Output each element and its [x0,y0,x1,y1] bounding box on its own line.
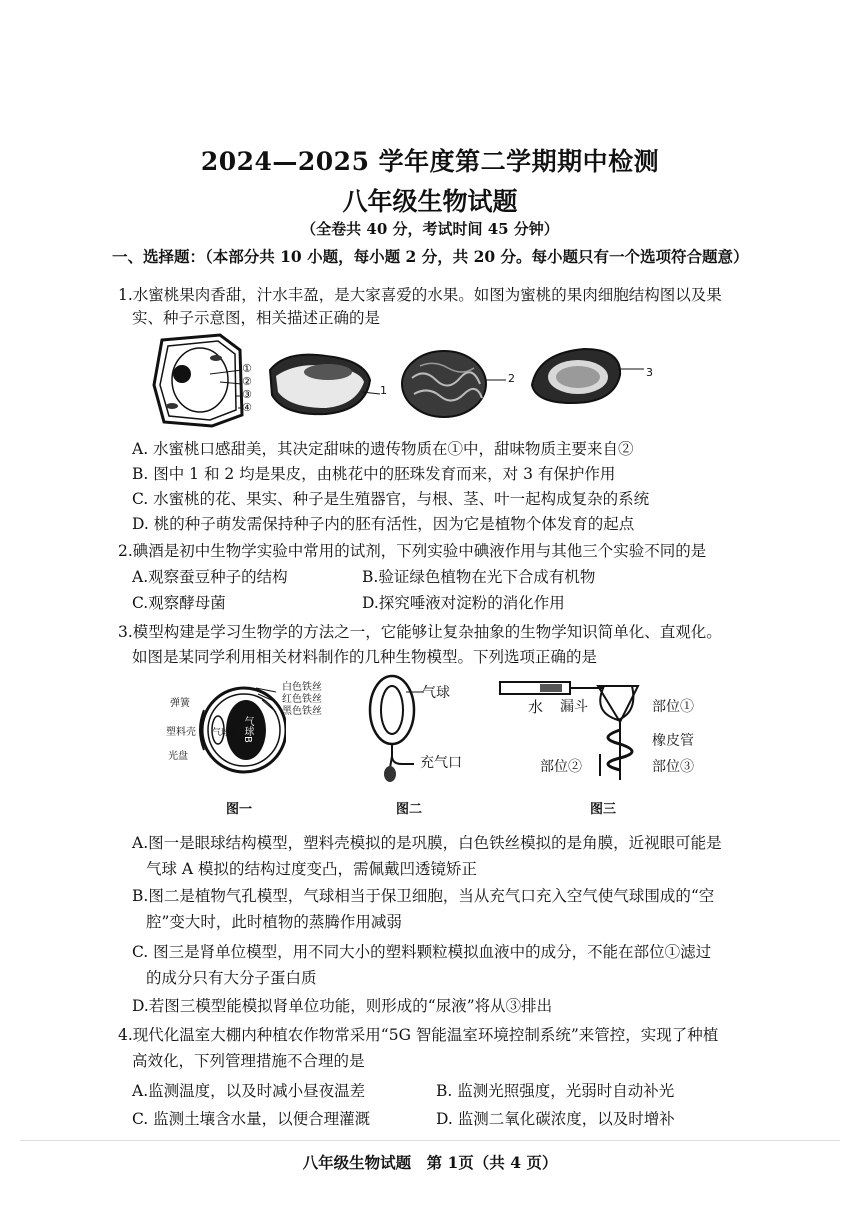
q4-option-b: B. 监测光照强度，光弱时自动补光 [436,1082,675,1100]
fig1-label-balloon-b: 气球B [242,716,253,743]
q1-figure-fruit [266,350,381,420]
cell-label-1: ① [242,362,252,375]
exam-title: 2024—2025 学年度第二学期期中检测 [200,147,660,176]
q3-option-c-line1: C. 图三是肾单位模型，用不同大小的塑料颗粒模拟血液中的成分，不能在部位①滤过 [132,943,712,961]
q2-option-a: A.观察蚕豆种子的结构 [132,568,288,586]
fig1-label-white-wire: 白色铁丝 [282,682,322,693]
q1-option-a: A. 水蜜桃口感甜美，其决定甜味的遗传物质在①中，甜味物质主要来自② [132,440,634,458]
fig3-label-tube: 橡皮管 [652,733,694,749]
fig1-label-shell: 塑料壳 [166,727,196,738]
q3-stem-line1: 3.模型构建是学习生物学的方法之一，它能够让复杂抽象的生物学知识简单化、直观化。 [118,623,722,641]
fig1-label-red-wire: 红色铁丝 [282,694,322,705]
q2-option-b: B.验证绿色植物在光下合成有机物 [362,568,596,586]
cell-label-2: ② [242,375,252,388]
q3-option-b-line1: B.图二是植物气孔模型，气球相当于保卫细胞，当从充气口充入空气使气球围成的“空 [132,887,715,905]
fig1-label-black-wire: 黑色铁丝 [282,706,322,717]
q1-option-b: B. 图中 1 和 2 均是果皮，由桃花中的胚珠发育而来，对 3 有保护作用 [132,465,616,483]
q3-option-a-line1: A.图一是眼球结构模型，塑料壳模拟的是巩膜，白色铁丝模拟的是角膜，近视眼可能是 [132,834,722,852]
section-heading: 一、选择题：（本部分共 10 小题，每小题 2 分，共 20 分。每小题只有一个选项符合题意） [112,247,749,266]
q3-option-a-line2: 气球 A 模拟的结构过度变凸，需佩戴凹透镜矫正 [146,860,478,878]
q1-option-d: D. 桃的种子萌发需保持种子内的胚有活性，因为它是植物个体发育的起点 [132,515,635,533]
q1-option-c: C. 水蜜桃的花、果实、种子是生殖器官，与根、茎、叶一起构成复杂的系统 [132,490,650,508]
cell-label-4: ④ [242,401,252,414]
fig2-label-inlet: 充气口 [420,755,462,771]
exam-note: （全卷共 40 分，考试时间 45 分钟） [301,220,559,238]
footer-divider [20,1140,840,1141]
fig1-caption: 图一 [226,802,253,817]
pit-label-2: 2 [508,372,515,385]
fig2-label-balloon: 气球 [422,685,450,701]
fig3-label-part3: 部位③ [652,759,694,775]
fig1-label-spring: 弹簧 [170,698,190,709]
page-footer: 八年级生物试题 第 1页（共 4 页） [302,1153,558,1172]
q2-option-c: C.观察酵母菌 [132,594,226,612]
q4-stem-line1: 4.现代化温室大棚内种植农作物常采用“5G 智能温室环境控制系统”来管控，实现了种植 [118,1026,719,1044]
seed-label-3: 3 [646,366,653,379]
fruit-label-1: 1 [380,384,387,397]
fig1-label-balloon-a: 气球A [212,728,237,738]
q4-option-c: C. 监测土壤含水量，以便合理灌溉 [132,1110,371,1128]
exam-subtitle: 八年级生物试题 [342,187,518,216]
cell-label-3: ③ [242,388,252,401]
q3-option-b-line2: 腔”变大时，此时植物的蒸腾作用减弱 [146,913,402,931]
q3-option-d: D.若图三模型能模拟肾单位功能，则形成的“尿液”将从③排出 [132,997,553,1015]
q2-option-d: D.探究唾液对淀粉的消化作用 [362,594,565,612]
fig3-label-part1: 部位① [652,699,694,715]
q3-option-c-line2: 的成分只有大分子蛋白质 [146,969,317,987]
q4-option-a: A.监测温度，以及时减小昼夜温差 [132,1082,366,1100]
fig1-label-disc: 光盘 [168,751,188,762]
fig3-label-water: 水 [528,698,544,716]
fig3-caption: 图三 [590,802,617,817]
q1-figure-pit [400,348,510,420]
fig3-label-funnel: 漏斗 [560,699,588,715]
fig2-caption: 图二 [396,802,423,817]
q1-figure-seed [528,345,646,407]
q4-stem-line2: 高效化，下列管理措施不合理的是 [132,1052,365,1070]
fig3-label-part2: 部位② [540,759,582,775]
q2-stem: 2.碘酒是初中生物学实验中常用的试剂，下列实验中碘液作用与其他三个实验不同的是 [118,542,707,560]
q1-stem-line2: 实、种子示意图，相关描述正确的是 [132,309,381,327]
q3-stem-line2: 如图是某同学利用相关材料制作的几种生物模型。下列选项正确的是 [132,648,598,666]
q4-option-d: D. 监测二氧化碳浓度，以及时增补 [436,1110,675,1128]
q1-stem-line1: 1.水蜜桃果肉香甜，汁水丰盈，是大家喜爱的水果。如图为蜜桃的果肉细胞结构图以及果 [118,286,722,304]
